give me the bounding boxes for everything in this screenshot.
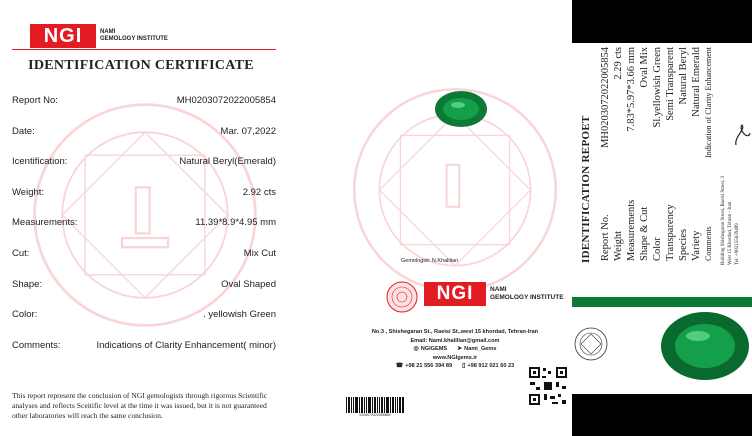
signature-icon xyxy=(732,123,752,149)
detail-row-identification: Icentification: Natural Beryl(Emerald) xyxy=(12,156,276,168)
mobile-icon: ▯ xyxy=(462,363,466,369)
ngi-logo xyxy=(424,282,564,306)
detail-row-weight: Weight: 2.92 cts xyxy=(12,186,276,198)
detail-row-date: Date: Mar. 07,2022 xyxy=(12,125,276,137)
detail-row-color: Color: . yellowish Green xyxy=(12,309,276,321)
telegram-handle: Nami_Gems xyxy=(464,346,497,352)
report-title: IDENTIFICATION REPOET xyxy=(580,115,592,263)
logo-line-2: GEMOLOGY INSTITUTE xyxy=(490,294,564,301)
report-row-variety: Variety Natural Emerald xyxy=(691,47,702,261)
ngi-logo-mark: NGI xyxy=(30,24,96,48)
ngi-logo-mark: NGI xyxy=(424,282,486,306)
report-row-species: Species Natural Beryl xyxy=(678,47,689,261)
website-text: www.NGIgems.ir xyxy=(432,354,478,361)
report-seal-icon xyxy=(574,327,608,361)
logo-line-2: GEMOLOGY INSTITUTE xyxy=(100,36,168,42)
dark-border-top xyxy=(572,0,752,43)
report-row-comments: Comments Indication of Clarity Enhancement xyxy=(704,47,713,261)
certificate-details xyxy=(12,92,276,367)
address-text: No.3 , Shishegaran St., Raeisi St.,west 15 khordad, Tehran-Iran xyxy=(371,329,539,335)
emerald-stripe xyxy=(572,297,752,307)
emerald-gem-icon xyxy=(434,90,488,128)
contact-block xyxy=(338,328,572,371)
report-row-color: Color Sl.yellowish Green xyxy=(652,47,663,261)
certificate-title: IDENTIFICATION CERTIFICATE xyxy=(28,58,254,73)
report-row-shape-cut: Shape & Cut Oval Mix xyxy=(639,47,650,261)
ngi-logo xyxy=(30,24,168,48)
instagram-icon: ◎ xyxy=(413,346,419,352)
report-row-transparency: Transparency Semi Transparent xyxy=(665,47,676,261)
header-divider xyxy=(12,49,276,50)
logo-line-1: NAMI xyxy=(490,286,507,293)
emerald-photo-icon xyxy=(660,311,750,381)
detail-row-measurements: Measurements: 11.39*8.9*4.95 mm xyxy=(12,217,276,229)
detail-row-cut: Cut: Mix Cut xyxy=(12,247,276,259)
institute-seal-icon xyxy=(386,281,418,313)
qr-code-icon xyxy=(528,366,568,406)
barcode-number: 0203072022005854 xyxy=(359,413,391,417)
certificate-back xyxy=(338,0,572,436)
report-row-measurements: Measurements 7.83*5.97*3.66 mm xyxy=(626,47,637,261)
report-address: Building Shishegaran Street, Raeisi Street, 3 West 15 Khordad, Tehran - Iran Tel: +982155639489 xyxy=(721,175,740,265)
detail-row-report-no: Report No: MH0203072022005854 xyxy=(12,95,276,106)
detail-row-shape: Shape: Oval Shaped xyxy=(12,278,276,290)
report-row-weight: Weight 2.29 cts xyxy=(613,47,624,261)
detail-row-comments: Comments: Indications of Clarity Enhancement( minor) xyxy=(12,339,276,351)
email-text: Email: Nami.khalilian@gmail.com xyxy=(410,337,500,344)
barcode-icon xyxy=(346,397,404,413)
phone-1: +98 21 556 394 89 xyxy=(405,363,453,369)
instagram-handle: NGIGEMS xyxy=(420,346,448,352)
telegram-icon: ➤ xyxy=(457,346,463,352)
identification-report-card xyxy=(572,43,752,394)
identification-certificate xyxy=(0,0,282,436)
dark-border-bottom xyxy=(572,394,752,436)
disclaimer-text: This report represent the conclusion of NGI gemologists through rigorous Scientific analyses and reflects Sceitific level at the time it was issued, but it is not guaranteed other laboratories will reach the same conclusion. xyxy=(12,391,268,420)
phone-2: +98 912 021 60 23 xyxy=(467,363,515,369)
logo-line-1: NAMI xyxy=(100,29,116,35)
report-row-report-no: Report No. MH0203072022005854 xyxy=(600,47,611,261)
phone-icon: ☎ xyxy=(395,363,404,369)
gemologist-name: Gemologist: N.Khalilian xyxy=(401,258,459,264)
